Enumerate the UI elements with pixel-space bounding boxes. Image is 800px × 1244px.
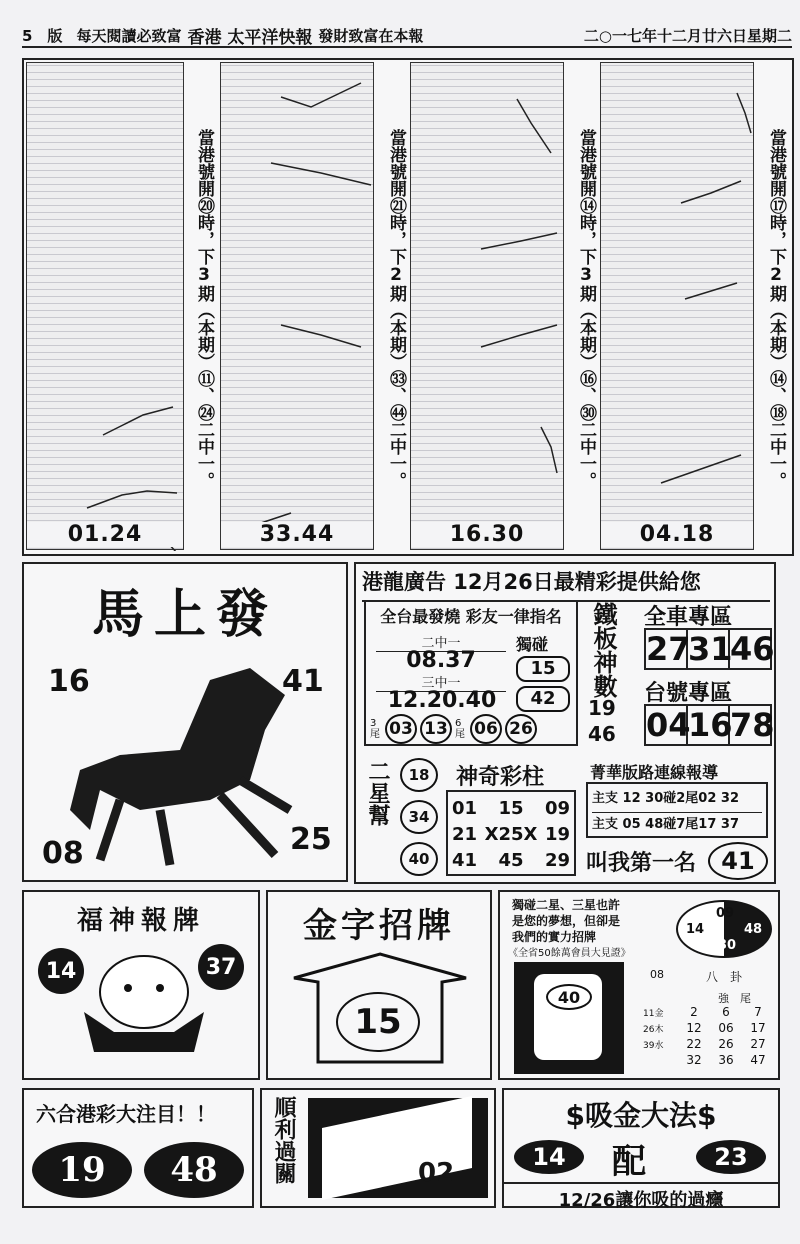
trend-result-3: 16.30 <box>411 522 563 547</box>
jin-zi-panel <box>266 890 492 1080</box>
shun-li-title: 順利過關 <box>271 1096 296 1184</box>
xi-jin-mid: 配 <box>612 1142 646 1182</box>
bus-icon <box>514 962 624 1074</box>
trend-lines-4 <box>601 63 755 551</box>
liu-he-title: 六合港彩大注目！！ <box>36 1102 216 1126</box>
shen-qi-cell: 15 <box>498 798 524 819</box>
xi-jin-left: 14 <box>514 1140 584 1174</box>
table-cell: 22 <box>686 1037 702 1051</box>
table-cell: 47 <box>750 1053 766 1067</box>
bus-text-2: 是您的夢想，但卻是 <box>512 914 621 928</box>
fu-shen-num-1: 14 <box>38 948 84 994</box>
quan-che-num-3: 46 <box>730 630 775 668</box>
fu-shen-num-2: 37 <box>198 944 244 990</box>
du-peng-2: 42 <box>516 686 570 712</box>
wei-label-1: 3尾 <box>370 718 380 740</box>
tie-ban-num-2: 46 <box>588 722 616 746</box>
er-zhong-value: 08.37 <box>406 648 476 673</box>
shen-qi-cell: 21 <box>452 824 478 845</box>
trend-lines-3 <box>411 63 565 551</box>
jin-zi-num: 15 <box>336 992 420 1052</box>
shen-qi-cell: 29 <box>544 850 570 871</box>
paper-title: 香港 太平洋快報 <box>187 27 313 48</box>
table-cell: 32 <box>686 1053 702 1067</box>
horse-number-1: 16 <box>48 664 90 699</box>
star-num-3: 40 <box>400 842 438 876</box>
shen-qi-cell: 01 <box>452 798 478 819</box>
slogan-left: 每天閱讀必致富 <box>76 26 182 45</box>
xi-jin-footer: 12/26讓你吸的過癮 <box>504 1182 778 1212</box>
pick-box <box>364 600 578 746</box>
quan-che-num-1: 27 <box>646 630 691 668</box>
shen-qi-row-1 <box>452 796 570 822</box>
trend-result-2: 33.44 <box>221 522 373 547</box>
trend-chart-2 <box>220 62 374 550</box>
trend-lines-1 <box>27 63 185 551</box>
liu-he-panel <box>22 1088 254 1208</box>
pick-subtitle: 全台最發燒 彩友一律指名 <box>380 607 562 626</box>
wei-num-2: 13 <box>420 714 452 744</box>
xi-jin-title: $吸金大法$ <box>565 1099 717 1132</box>
wei-label-2: 6尾 <box>455 718 465 740</box>
pu-hua-title: 菁華版路連線報導 <box>590 763 719 782</box>
shen-qi-box <box>446 790 576 876</box>
bus-num: 40 <box>546 984 592 1010</box>
shen-qi-cell: 19 <box>544 824 570 845</box>
table-row <box>642 1004 774 1020</box>
table-cell: 36 <box>718 1053 734 1067</box>
liu-he-num-2: 48 <box>144 1142 244 1198</box>
call-me-text: 叫我第一名 <box>586 851 697 876</box>
table-cell: 17 <box>750 1021 766 1035</box>
ba-gua-title: 八 卦 <box>706 970 743 984</box>
trend-chart-1 <box>26 62 184 550</box>
trend-chart-3 <box>410 62 564 550</box>
bus-text-3: 我們的實力招牌 <box>512 930 597 944</box>
fu-shen-panel <box>22 890 260 1080</box>
star-num-2: 34 <box>400 800 438 834</box>
jin-zi-title: 金字招牌 <box>303 906 455 946</box>
quan-che-title: 全車專區 <box>644 605 733 630</box>
quan-che-num-2: 31 <box>688 630 733 668</box>
xi-jin-panel <box>502 1088 780 1211</box>
wei-num-4: 26 <box>505 714 537 744</box>
taiji-num-2: 14 <box>686 922 705 937</box>
shen-qi-title: 神奇彩柱 <box>456 765 545 790</box>
taiji-icon <box>676 900 772 958</box>
table-cell <box>642 1052 678 1068</box>
er-zhong-label: 二中一 <box>376 632 506 652</box>
trend-result-4: 04.18 <box>601 522 753 547</box>
horse-number-2: 41 <box>282 664 324 699</box>
tai-hao-title: 台號專區 <box>644 681 733 706</box>
quan-che-nums <box>644 628 775 670</box>
horse-number-3: 08 <box>42 836 84 871</box>
slogan-right: 發財致富在本報 <box>318 26 424 45</box>
table-cell: 12 <box>686 1021 702 1035</box>
shen-qi-cell: 09 <box>544 798 570 819</box>
table-cell: 7 <box>754 1005 762 1019</box>
fu-shen-title: 福神報牌 <box>76 906 205 936</box>
table-row <box>642 1036 774 1052</box>
shen-qi-cell: X25X <box>484 824 538 845</box>
trend-chart-4 <box>600 62 754 550</box>
call-me-num: 41 <box>708 842 768 880</box>
horse-number-4: 25 <box>290 822 332 857</box>
taiji-num-3: 48 <box>744 922 763 937</box>
san-zhong-label: 三中一 <box>376 672 506 692</box>
wei-row <box>370 714 537 744</box>
tai-hao-nums <box>644 704 775 746</box>
horse-panel <box>22 562 348 882</box>
table-cell: 26木 <box>643 1024 664 1035</box>
horse-title: 馬上發 <box>91 585 278 645</box>
xi-jin-right: 23 <box>696 1140 766 1174</box>
er-xing-label: 二星幫 <box>365 760 390 826</box>
page-number: 5 版 <box>22 26 63 45</box>
shen-qi-row-2 <box>452 822 570 848</box>
shun-li-panel <box>260 1088 496 1208</box>
table-cell: 39水 <box>643 1040 664 1051</box>
trend-result-1: 01.24 <box>27 522 183 547</box>
taiji-num-1: 09 <box>716 906 735 921</box>
pu-hua-line-1: 主支 12 30碰2尾02 32 <box>592 786 762 813</box>
table-cell: 2 <box>690 1005 698 1019</box>
wei-num-3: 06 <box>470 714 502 744</box>
trend-note-1: 當港號開⑳時，下3期（本期）⑪、㉔二中一。 <box>194 129 214 489</box>
shen-qi-row-3 <box>452 848 570 874</box>
table-row <box>642 1020 774 1036</box>
table-cell: 27 <box>750 1037 766 1051</box>
trend-note-2: 當港號開㉑時，下2期（本期）㉝、㊹二中一。 <box>386 129 406 489</box>
tai-hao-num-3: 78 <box>730 706 775 744</box>
tie-ban-label: 鐵板神數 <box>589 602 617 698</box>
ad-header: 港龍廣告 12月26日最精彩提供給您 <box>362 566 770 602</box>
issue-date: 二○一七年十二月廿六日星期二 <box>583 26 792 45</box>
gamepad-icon <box>308 1098 488 1198</box>
du-peng-1: 15 <box>516 656 570 682</box>
du-peng-label: 獨碰 <box>516 635 549 654</box>
shen-qi-cell: 41 <box>452 850 478 871</box>
bus-sub: 《全省50餘萬會員大見證》 <box>508 948 631 959</box>
qiang-wei-title: 強 尾 <box>718 992 751 1005</box>
pu-hua-box <box>586 782 768 838</box>
tai-hao-num-2: 16 <box>688 706 733 744</box>
taiji-num-4: 30 <box>718 938 737 953</box>
table-cell: 11金 <box>643 1008 664 1019</box>
san-zhong-value: 12.20.40 <box>387 688 497 713</box>
pu-hua-line-2: 主支 05 48碰7尾17 37 <box>592 817 739 832</box>
star-num-1: 18 <box>400 758 438 792</box>
horse-illustration <box>60 660 310 870</box>
wei-num-1: 03 <box>385 714 417 744</box>
tie-ban-num-1: 19 <box>588 696 616 720</box>
table-cell: 6 <box>722 1005 730 1019</box>
ba-gua-label: 08 <box>650 968 664 981</box>
trend-note-3: 當港號開⑭時，下3期（本期）⑯、㉚二中一。 <box>576 129 596 489</box>
table-cell: 26 <box>718 1037 734 1051</box>
liu-he-num-1: 19 <box>32 1142 132 1198</box>
ba-gua-table <box>642 1004 774 1068</box>
trend-lines-2 <box>221 63 375 551</box>
bus-panel <box>498 890 780 1080</box>
table-row <box>642 1052 774 1068</box>
fu-shen-figure <box>64 952 224 1072</box>
page-header <box>22 24 792 48</box>
bus-text-1: 獨碰二星、三星也許 <box>512 898 621 912</box>
trend-note-4: 當港號開⑰時，下2期（本期）⑭、⑱二中一。 <box>766 129 786 489</box>
shun-li-num: 02 <box>418 1158 455 1188</box>
table-cell: 06 <box>718 1021 734 1035</box>
shen-qi-cell: 45 <box>498 850 524 871</box>
tai-hao-num-1: 04 <box>646 706 691 744</box>
